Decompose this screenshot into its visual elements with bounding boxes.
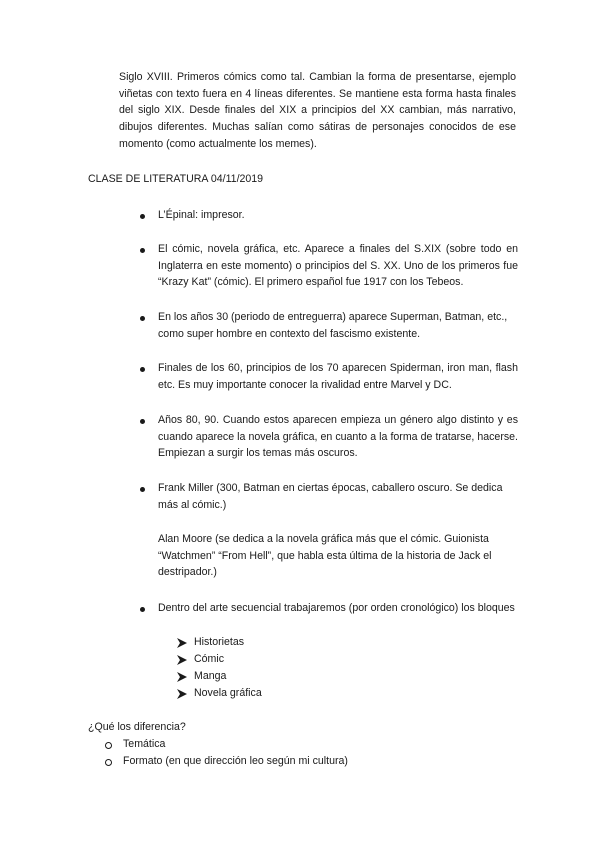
question-item: Formato (en que dirección leo según mi cultura): [123, 755, 348, 767]
alan-moore-paragraph: Alan Moore (se dedica a la novela gráfica más que el cómic. Guionista “Watchmen” “From Hell”, que habla esta última de la historia de Jack el destripador.): [158, 533, 492, 579]
sub-item: Historietas: [194, 636, 245, 648]
arrow-bullet-icon: [176, 689, 188, 699]
bullet-icon: [140, 248, 145, 253]
bullet-item: Dentro del arte secuencial trabajaremos (por orden cronológico) los bloques: [158, 602, 515, 614]
bullet-icon: [140, 367, 145, 372]
circle-bullet-icon: [105, 742, 112, 749]
arrow-bullet-icon: [176, 638, 188, 648]
bullet-icon: [140, 487, 145, 492]
question-heading: ¿Qué los diferencia?: [88, 721, 186, 733]
class-heading: CLASE DE LITERATURA 04/11/2019: [88, 173, 264, 185]
sub-item: Novela gráfica: [194, 687, 262, 699]
bullet-icon: [140, 419, 145, 424]
bullet-item: Frank Miller (300, Batman en ciertas épocas, caballero oscuro. Se dedica más al cómic.): [158, 482, 503, 511]
arrow-bullet-icon: [176, 655, 188, 665]
bullet-icon: [140, 214, 145, 219]
bullet-item: Años 80, 90. Cuando estos aparecen empieza un género algo distinto y es cuando aparece la novela gráfica, en cuanto a la forma de tratarse, hacerse. Empiezan a surgir los temas más oscuros.: [158, 414, 518, 460]
sub-item: Cómic: [194, 653, 225, 665]
bullet-item: Finales de los 60, principios de los 70 aparecen Spiderman, iron man, flash etc. Es muy importante conocer la rivalidad entre Marvel y DC.: [158, 362, 518, 391]
bullet-icon: [140, 316, 145, 321]
bullet-item: El cómic, novela gráfica, etc. Aparece a finales del S.XIX (sobre todo en Inglaterra en este momento) o principios del S. XX. Uno de los primeros fue “Krazy Kat” (cómic). El primero español fue 1917 con los Tebeos.: [158, 243, 518, 289]
circle-bullet-icon: [105, 759, 112, 766]
intro-paragraph: Siglo XVIII. Primeros cómics como tal. Cambian la forma de presentarse, ejemplo viñetas con texto fuera en 4 líneas diferentes. Se mantiene esta forma hasta finales del siglo XIX. Desde finales del XIX a principios del XX cambian, más narrativo, dibujos diferentes. Muchas salían como sátiras de personajes conocidos de ese momento (como actualmente los memes).: [119, 71, 516, 150]
bullet-item: L’Épinal: impresor.: [158, 209, 245, 221]
question-item: Temática: [123, 738, 166, 750]
bullet-icon: [140, 607, 145, 612]
sub-item: Manga: [194, 670, 227, 682]
arrow-bullet-icon: [176, 672, 188, 682]
bullet-item: En los años 30 (periodo de entreguerra) aparece Superman, Batman, etc., como super hombre en contexto del fascismo existente.: [158, 311, 508, 340]
